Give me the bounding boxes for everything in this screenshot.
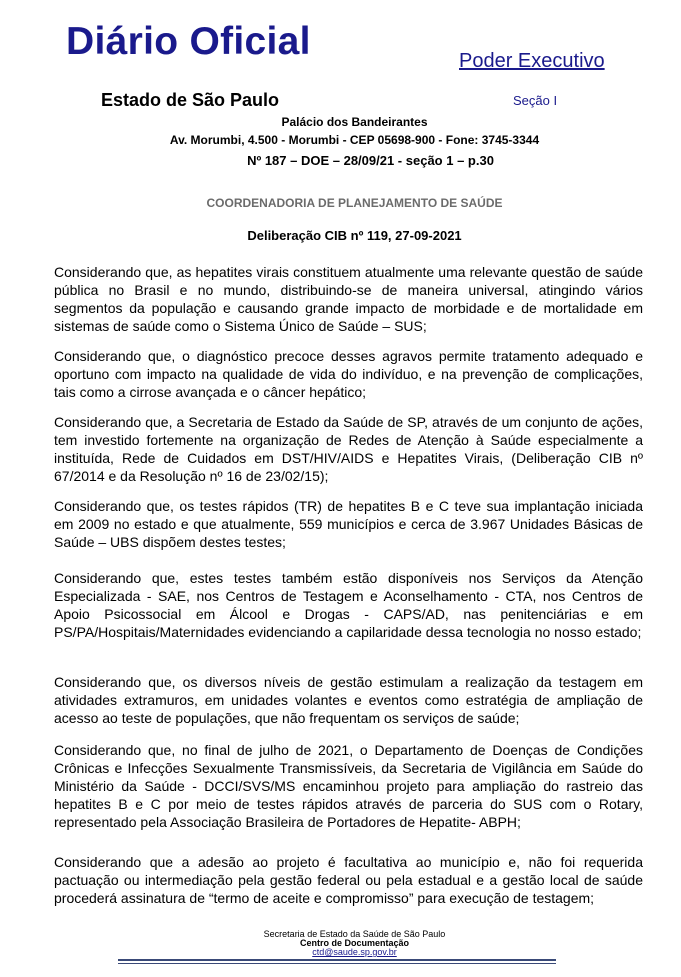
- issue-number-line: Nº 187 – DOE – 28/09/21 - seção 1 – p.30: [247, 153, 494, 168]
- poder-executivo-link[interactable]: Poder Executivo: [459, 50, 605, 72]
- paragraph: Considerando que, a Secretaria de Estado da Saúde de SP, através de um conjunto de ações, tem investido fortemente na organização de Redes de Atenção à Saúde especialmente a instituída, Rede de Cuidados em DST/HIV/AIDS e Hepatites Virais, (Deliberação CIB nº 67/2014 e da Resolução nº 16 de 23/02/15);: [54, 414, 643, 484]
- newspaper-title: Diário Oficial: [66, 20, 311, 63]
- coordenadoria-heading: COORDENADORIA DE PLANEJAMENTO DE SAÚDE: [206, 196, 503, 210]
- footer-email-link[interactable]: ctd@saude.sp.gov.br: [312, 947, 397, 957]
- secao-label: Seção I: [513, 93, 558, 108]
- paragraph: Considerando que, estes testes também estão disponíveis nos Serviços da Atenção Especializada - SAE, nos Centros de Testagem e Aconselhamento - CTA, nos Centros de Apoio Psicossocial em Álcool e Drogas - CAPS/AD, nas penitenciárias e em PS/PA/Hospitais/Maternidades evidenciando a capilaridade dessa tecnologia no nosso estado;: [54, 570, 643, 640]
- paragraph: Considerando que, os diversos níveis de gestão estimulam a realização da testagem em atividades extramuros, em unidades volantes e eventos como estratégia de ampliação de acesso ao teste de populações, que não frequentam os serviços de saúde;: [54, 674, 643, 726]
- footer-divider: [118, 959, 556, 961]
- paragraph: Considerando que a adesão ao projeto é facultativa ao município e, não foi requerida pactuação ou intermediação pela gestão federal ou pela estadual e a gestão local de saúde procederá assinatura de “termo de aceite e compromisso” para execução de testagem;: [54, 854, 643, 906]
- footer-secretaria: Secretaria de Estado da Saúde de São Paulo: [263, 929, 446, 939]
- paragraph: Considerando que, as hepatites virais constituem atualmente uma relevante questão de saúde pública no Brasil e no mundo, distribuindo-se de maneira universal, atingindo vários segmentos da população e causando grande impacto de morbidade e de mortalidade em sistemas de saúde como o Sistema Único de Saúde – SUS;: [54, 264, 643, 334]
- footer-centro: Centro de Documentação: [299, 938, 410, 948]
- address-line: Av. Morumbi, 4.500 - Morumbi - CEP 05698-900 - Fone: 3745-3344: [169, 133, 540, 147]
- footer-divider: [118, 963, 556, 964]
- paragraph: Considerando que, o diagnóstico precoce desses agravos permite tratamento adequado e oportuno com impacto na qualidade de vida do indivíduo, e na prevenção de complicações, tais como a cirrose avançada e o câncer hepático;: [54, 348, 643, 400]
- paragraph: Considerando que, os testes rápidos (TR) de hepatites B e C teve sua implantação iniciada em 2009 no estado e que atualmente, 559 municípios e cerca de 3.967 Unidades Básicas de Saúde – UBS dispõem destes testes;: [54, 498, 643, 550]
- paragraph: Considerando que, no final de julho de 2021, o Departamento de Doenças de Condições Crônicas e Infecções Sexualmente Transmissíveis, da Secretaria de Vigilância em Saúde do Ministério da Saúde - DCCI/SVS/MS encaminhou projeto para ampliação do rastreio das hepatites B e C por meio de testes rápidos através de parceria do SUS com o Rotary, representado pela Associação Brasileira de Portadores de Hepatite- ABPH;: [54, 742, 643, 830]
- estado-label: Estado de São Paulo: [101, 90, 280, 110]
- palacio-line: Palácio dos Bandeirantes: [281, 115, 428, 129]
- deliberacao-heading: Deliberação CIB nº 119, 27-09-2021: [247, 228, 462, 243]
